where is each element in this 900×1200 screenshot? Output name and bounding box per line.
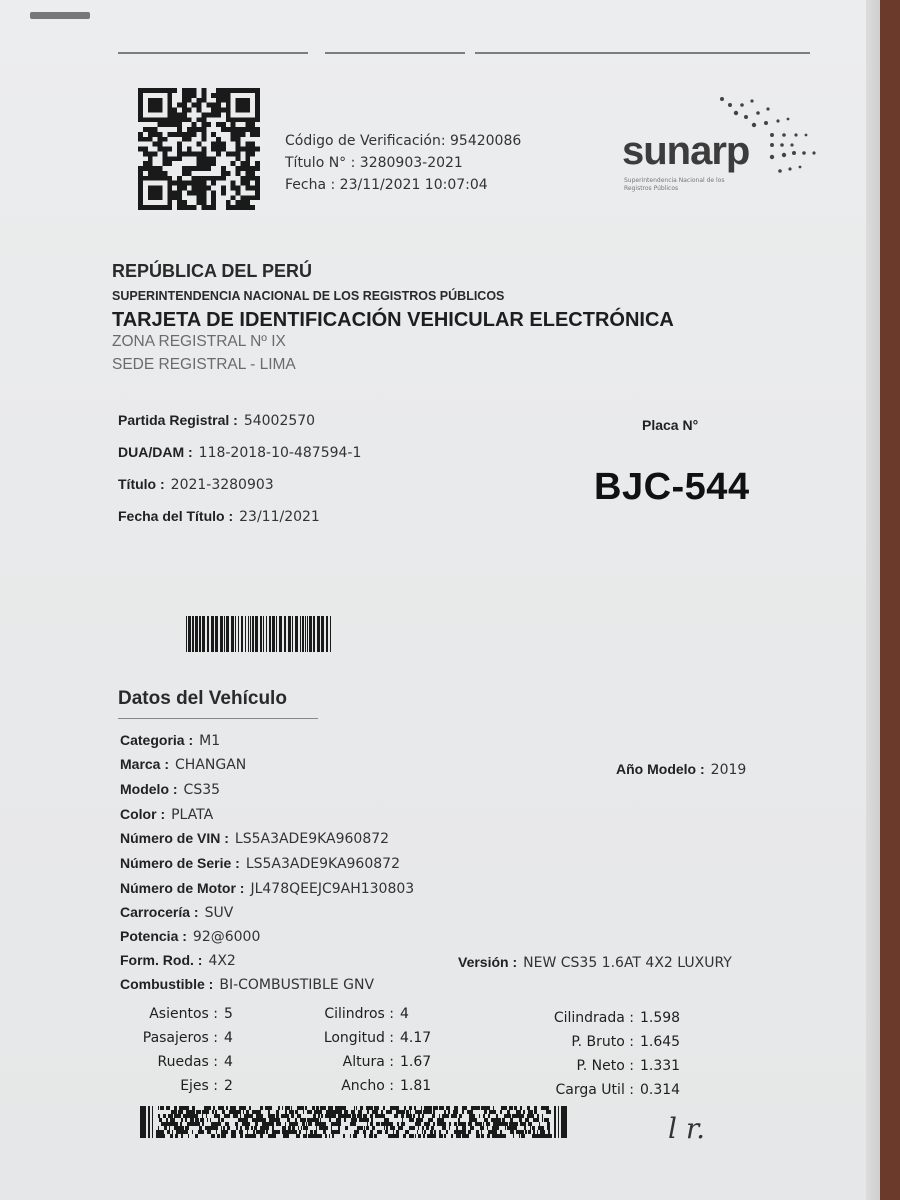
titulo-row bbox=[118, 476, 274, 493]
ruedas-label: Ruedas : bbox=[157, 1054, 218, 1070]
header-zona: ZONA REGISTRAL Nº IX bbox=[112, 333, 286, 350]
longitud-value: 4.17 bbox=[400, 1030, 432, 1046]
color-value: PLATA bbox=[171, 807, 214, 823]
marca-label: Marca : bbox=[120, 756, 170, 772]
paper-edge bbox=[866, 0, 880, 1200]
header-tarjeta: TARJETA DE IDENTIFICACIÓN VEHICULAR ELECTRÓNICA bbox=[112, 309, 674, 331]
marca-value: CHANGAN bbox=[175, 757, 247, 773]
top-rule bbox=[118, 52, 308, 54]
verification-fecha: Fecha : 23/11/2021 10:07:04 bbox=[285, 177, 488, 193]
ancho-label: Ancho : bbox=[341, 1078, 394, 1094]
fecha-titulo-label: Fecha del Título : bbox=[118, 508, 234, 524]
color-row bbox=[120, 806, 213, 823]
altura-value: 1.67 bbox=[400, 1054, 432, 1070]
barcode bbox=[186, 616, 332, 652]
partida-label: Partida Registral : bbox=[118, 412, 238, 428]
verification-titulo: Título N° : 3280903-2021 bbox=[285, 155, 463, 171]
serie-row bbox=[120, 855, 400, 872]
ancho-value: 1.81 bbox=[400, 1078, 432, 1094]
combustible-value: BI-COMBUSTIBLE GNV bbox=[219, 977, 375, 993]
modelo-value: CS35 bbox=[183, 782, 221, 798]
qr-code bbox=[138, 88, 260, 210]
cilindrada-label: Cilindrada : bbox=[553, 1010, 634, 1026]
verification-block bbox=[285, 130, 521, 196]
placa-label: Placa N° bbox=[642, 417, 699, 433]
anio-label: Año Modelo : bbox=[616, 761, 705, 777]
logo-wordmark: sunarp bbox=[622, 129, 750, 173]
version-value: NEW CS35 1.6AT 4X2 LUXURY bbox=[523, 955, 732, 971]
motor-value: JL478QEEJC9AH130803 bbox=[250, 881, 415, 897]
categoria-value: M1 bbox=[199, 733, 221, 749]
fecha-titulo-row bbox=[118, 508, 320, 525]
marca-row bbox=[120, 756, 246, 773]
anio-row bbox=[616, 761, 746, 778]
pneto-value: 1.331 bbox=[640, 1058, 681, 1074]
potencia-value: 92@6000 bbox=[192, 929, 261, 945]
pdf417-barcode bbox=[140, 1106, 568, 1138]
motor-label: Número de Motor : bbox=[120, 880, 245, 896]
logo-tagline: Superintendencia Nacional de los Registros Públicos bbox=[624, 177, 725, 192]
section-title: Datos del Vehículo bbox=[118, 688, 287, 709]
carroceria-value: SUV bbox=[204, 905, 234, 921]
top-rule bbox=[325, 52, 465, 54]
carroceria-row bbox=[120, 904, 233, 921]
cilindrada-value: 1.598 bbox=[640, 1010, 681, 1026]
potencia-row bbox=[120, 928, 260, 945]
motor-row bbox=[120, 880, 414, 897]
pbruto-label: P. Bruto : bbox=[571, 1034, 634, 1050]
potencia-label: Potencia : bbox=[120, 928, 187, 944]
vin-value: LS5A3ADE9KA960872 bbox=[234, 831, 390, 847]
carga-value: 0.314 bbox=[640, 1082, 681, 1098]
version-row bbox=[458, 954, 732, 971]
verification-code: Código de Verificación: 95420086 bbox=[285, 133, 522, 149]
carroceria-label: Carrocería : bbox=[120, 904, 199, 920]
cilindros-value: 4 bbox=[400, 1006, 409, 1022]
modelo-row bbox=[120, 781, 220, 798]
titulo-value: 2021-3280903 bbox=[170, 477, 274, 493]
serie-label: Número de Serie : bbox=[120, 855, 240, 871]
categoria-label: Categoria : bbox=[120, 732, 194, 748]
dua-value: 118-2018-10-487594-1 bbox=[198, 445, 362, 461]
serie-value: LS5A3ADE9KA960872 bbox=[245, 856, 400, 872]
dua-label: DUA/DAM : bbox=[118, 444, 193, 460]
vin-row bbox=[120, 830, 389, 847]
header-sede: SEDE REGISTRAL - LIMA bbox=[112, 356, 296, 373]
handwritten-signature: l r. bbox=[668, 1112, 706, 1145]
formrod-row bbox=[120, 952, 236, 969]
modelo-label: Modelo : bbox=[120, 781, 178, 797]
tape-mark bbox=[30, 12, 90, 19]
partida-row bbox=[118, 412, 315, 429]
section-divider bbox=[118, 718, 318, 719]
anio-value: 2019 bbox=[710, 762, 747, 778]
combustible-row bbox=[120, 976, 374, 993]
placa-value: BJC-544 bbox=[594, 466, 750, 508]
formrod-value: 4X2 bbox=[208, 953, 236, 969]
color-label: Color : bbox=[120, 806, 166, 822]
asientos-value: 5 bbox=[224, 1006, 233, 1022]
header-superintendencia: SUPERINTENDENCIA NACIONAL DE LOS REGISTROS PÚBLICOS bbox=[112, 289, 505, 303]
dua-row bbox=[118, 444, 361, 461]
ejes-value: 2 bbox=[224, 1078, 233, 1094]
titulo-label: Título : bbox=[118, 476, 165, 492]
longitud-label: Longitud : bbox=[323, 1030, 394, 1046]
ruedas-value: 4 bbox=[224, 1054, 233, 1070]
vin-label: Número de VIN : bbox=[120, 830, 229, 846]
cilindros-label: Cilindros : bbox=[324, 1006, 394, 1022]
fecha-titulo-value: 23/11/2021 bbox=[239, 509, 320, 525]
pasajeros-label: Pasajeros : bbox=[142, 1030, 218, 1046]
pneto-label: P. Neto : bbox=[576, 1058, 634, 1074]
partida-value: 54002570 bbox=[243, 413, 316, 429]
altura-label: Altura : bbox=[342, 1054, 394, 1070]
sunarp-logo bbox=[622, 95, 822, 205]
formrod-label: Form. Rod. : bbox=[120, 952, 203, 968]
version-label: Versión : bbox=[458, 954, 518, 970]
pasajeros-value: 4 bbox=[224, 1030, 233, 1046]
combustible-label: Combustible : bbox=[120, 976, 214, 992]
header-republica: REPÚBLICA DEL PERÚ bbox=[112, 261, 313, 281]
asientos-label: Asientos : bbox=[149, 1006, 218, 1022]
categoria-row bbox=[120, 732, 220, 749]
pbruto-value: 1.645 bbox=[640, 1034, 681, 1050]
top-rule bbox=[475, 52, 810, 54]
ejes-label: Ejes : bbox=[180, 1078, 218, 1094]
carga-label: Carga Util : bbox=[555, 1082, 634, 1098]
